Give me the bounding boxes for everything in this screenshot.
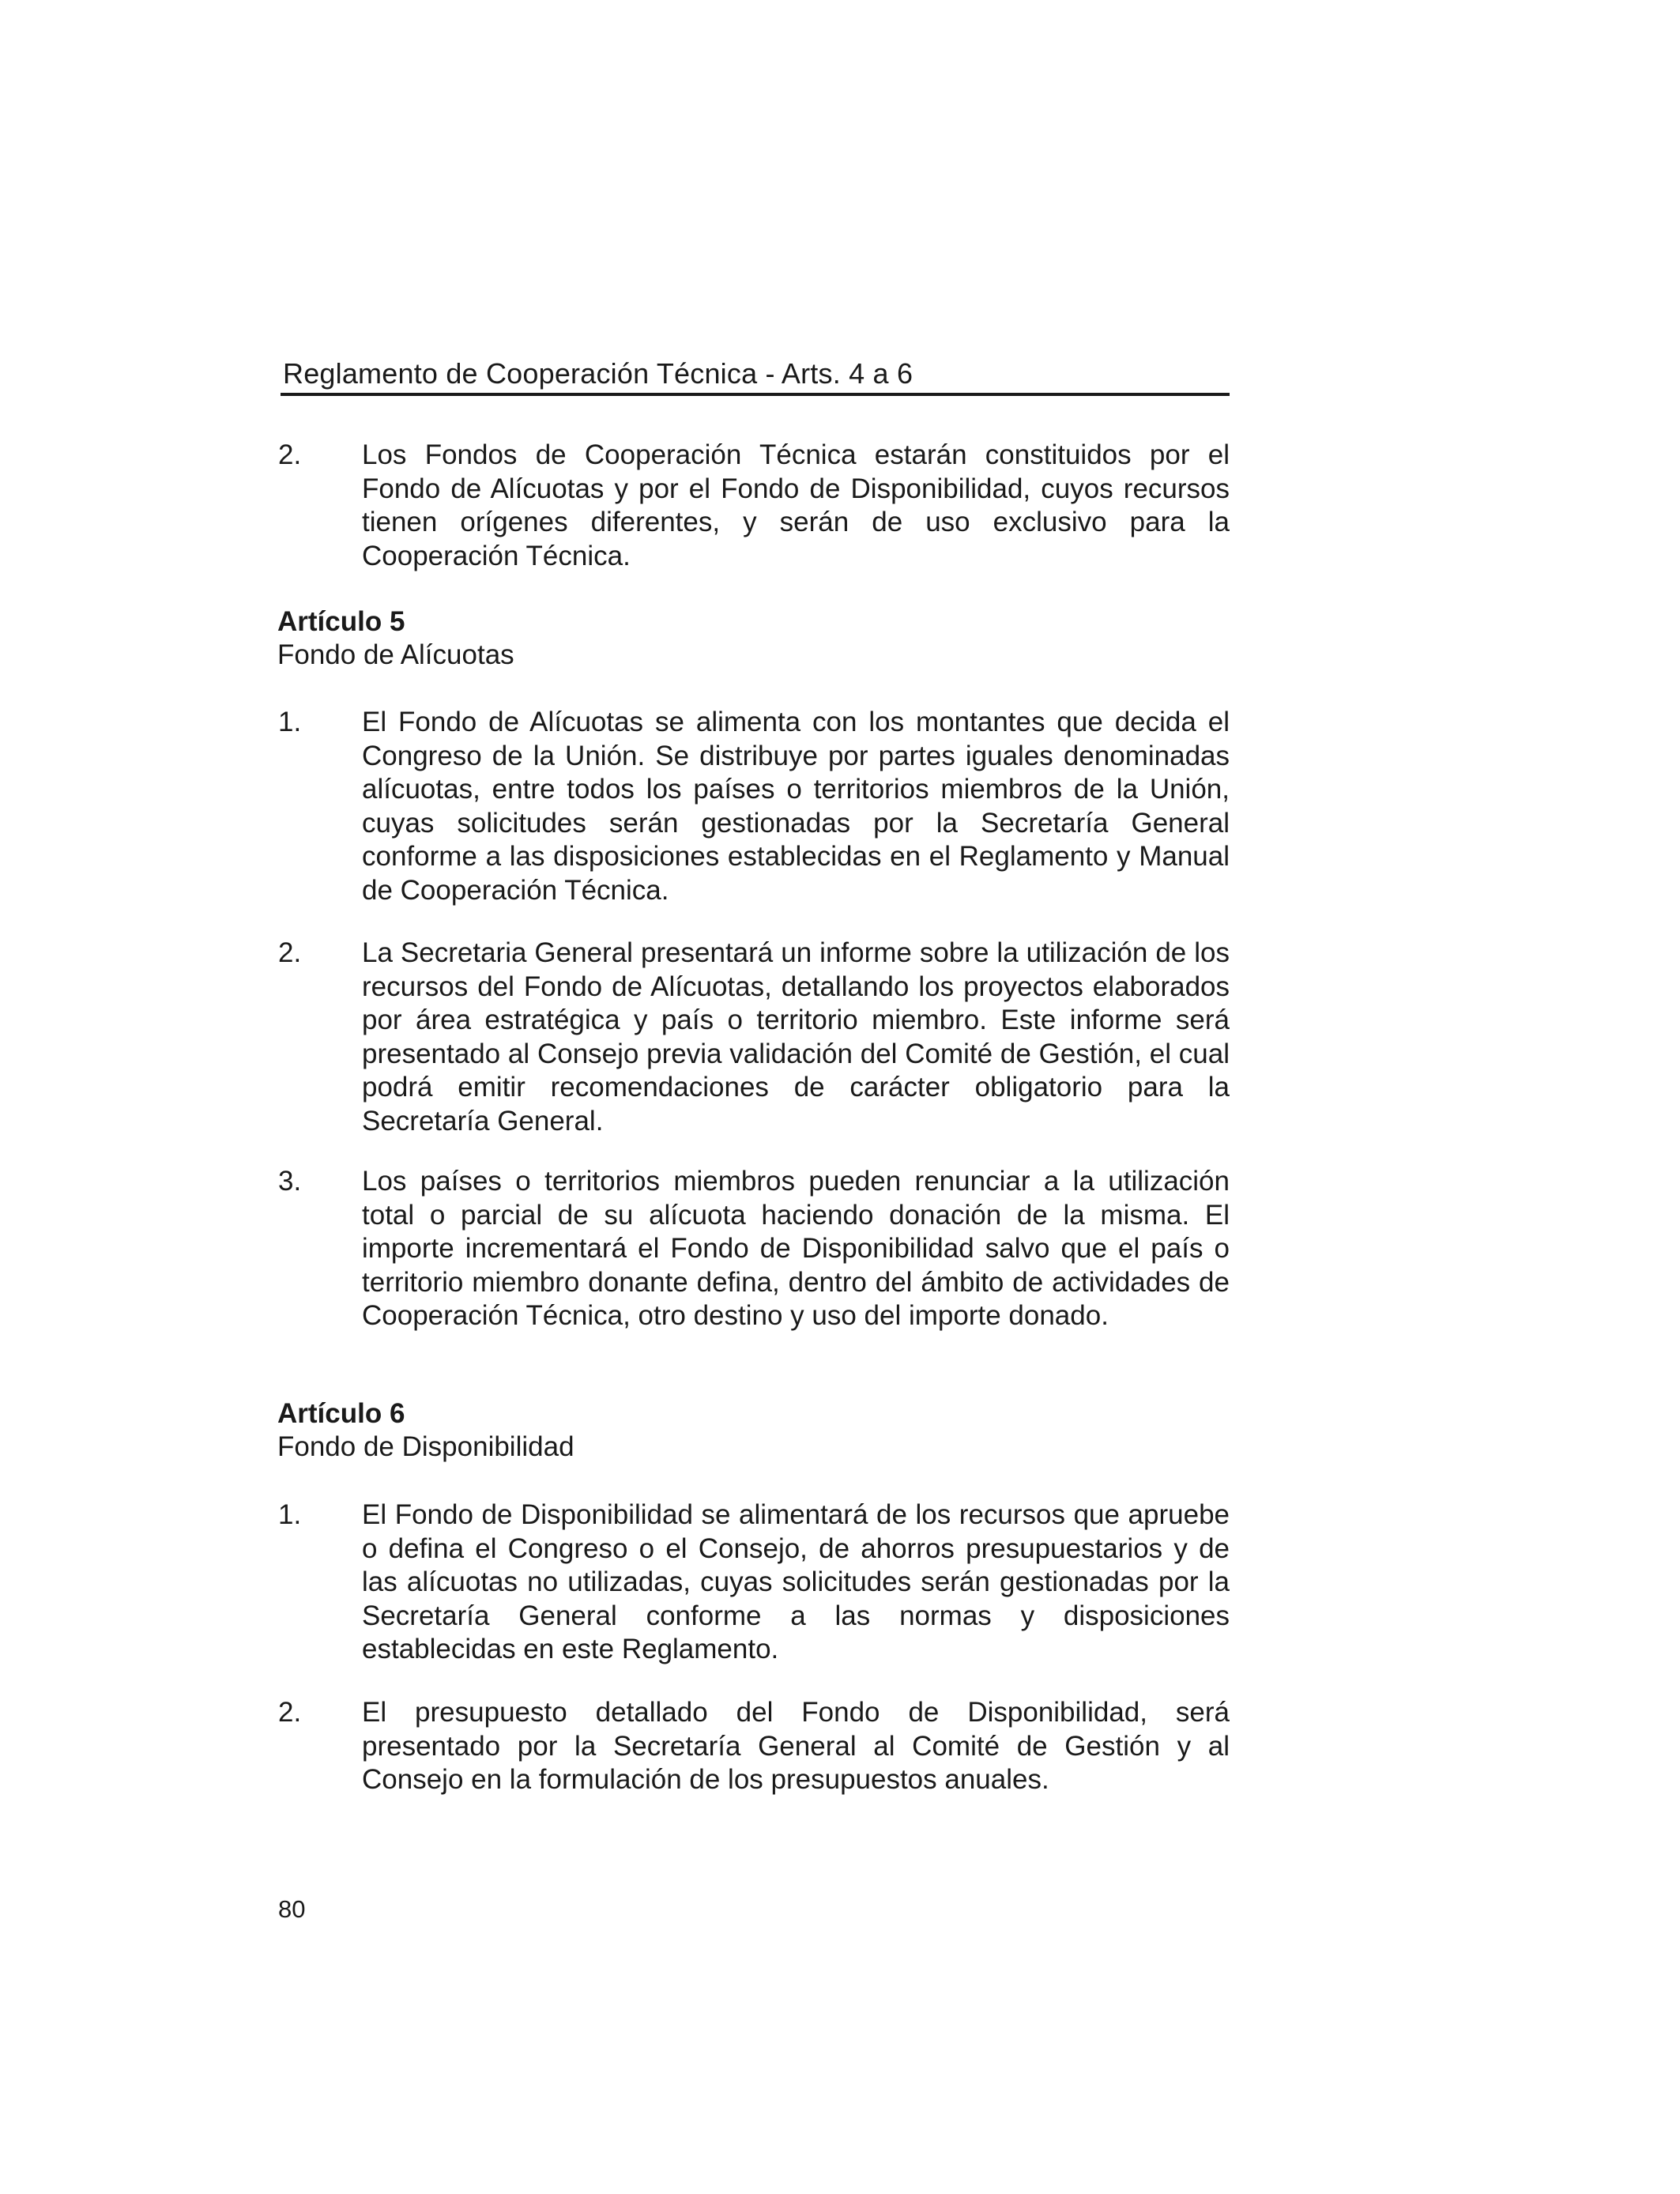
item-number: 1.	[278, 707, 302, 737]
page-number: 80	[278, 1895, 306, 1923]
art5-item-1	[278, 706, 1234, 908]
item-number: 2.	[278, 439, 302, 470]
header-rule	[281, 393, 1230, 396]
article-subtitle: Fondo de Alícuotas	[277, 639, 514, 670]
article-6-heading	[277, 1397, 989, 1464]
article-title: Artículo 6	[277, 1398, 405, 1429]
item-text: El Fondo de Disponibilidad se alimentará de los recursos que apruebe o defina el Congreso o el Consejo, de ahorros presupuestarios y de las alícuotas no utilizadas, cuyas solicitudes serán gestionadas por la Secretaría General conforme a las normas y disposiciones establecidas en este Reglamento.	[362, 1499, 1230, 1664]
item-text: Los países o territorios miembros pueden renunciar a la utilización total o parcial de su alícuota haciendo donación de la misma. El importe incrementará el Fondo de Disponibilidad salvo que el país o territorio miembro donante defina, dentro del ámbito de actividades de Cooperación Técnica, otro destino y uso del importe donado.	[362, 1166, 1230, 1331]
running-header: Reglamento de Cooperación Técnica - Arts. 4 a 6	[283, 357, 913, 390]
article-title: Artículo 5	[277, 606, 405, 637]
art6-item-2	[278, 1696, 1234, 1799]
item-text: El presupuesto detallado del Fondo de Disponibilidad, será presentado por la Secretaría General al Comité de Gestión y al Consejo en la formulación de los presupuestos anuales.	[362, 1697, 1230, 1795]
art6-item-1	[278, 1498, 1234, 1668]
art5-item-2	[278, 937, 1234, 1139]
article-5-heading	[277, 605, 989, 672]
article-subtitle: Fondo de Disponibilidad	[277, 1431, 574, 1462]
item-number: 3.	[278, 1166, 302, 1197]
item-number: 2.	[278, 937, 302, 968]
art5-item-3	[278, 1165, 1234, 1335]
item-text: El Fondo de Alícuotas se alimenta con los montantes que decida el Congreso de la Unión. Se distribuye por partes iguales denominadas alícuotas, entre todos los países o territorios miembros de la Unión, cuyas solicitudes serán gestionadas por la Secretaría General conforme a las disposiciones establecidas en el Reglamento y Manual de Cooperación Técnica.	[362, 707, 1230, 906]
item-text: La Secretaria General presentará un informe sobre la utilización de los recursos del Fondo de Alícuotas, detallando los proyectos elaborados por área estratégica y país o territorio miembro. Este informe será presentado al Consejo previa validación del Comité de Gestión, el cual podrá emitir recomendaciones de carácter obligatorio para la Secretaría General.	[362, 937, 1230, 1137]
item-text: Los Fondos de Cooperación Técnica estarán constituidos por el Fondo de Alícuotas y por el Fondo de Disponibilidad, cuyos recursos tienen orígenes diferentes, y serán de uso exclusivo para la Cooperación Técnica.	[362, 439, 1230, 571]
item-number: 2.	[278, 1697, 302, 1728]
item-number: 1.	[278, 1499, 302, 1530]
art4-item-2	[278, 439, 1234, 575]
